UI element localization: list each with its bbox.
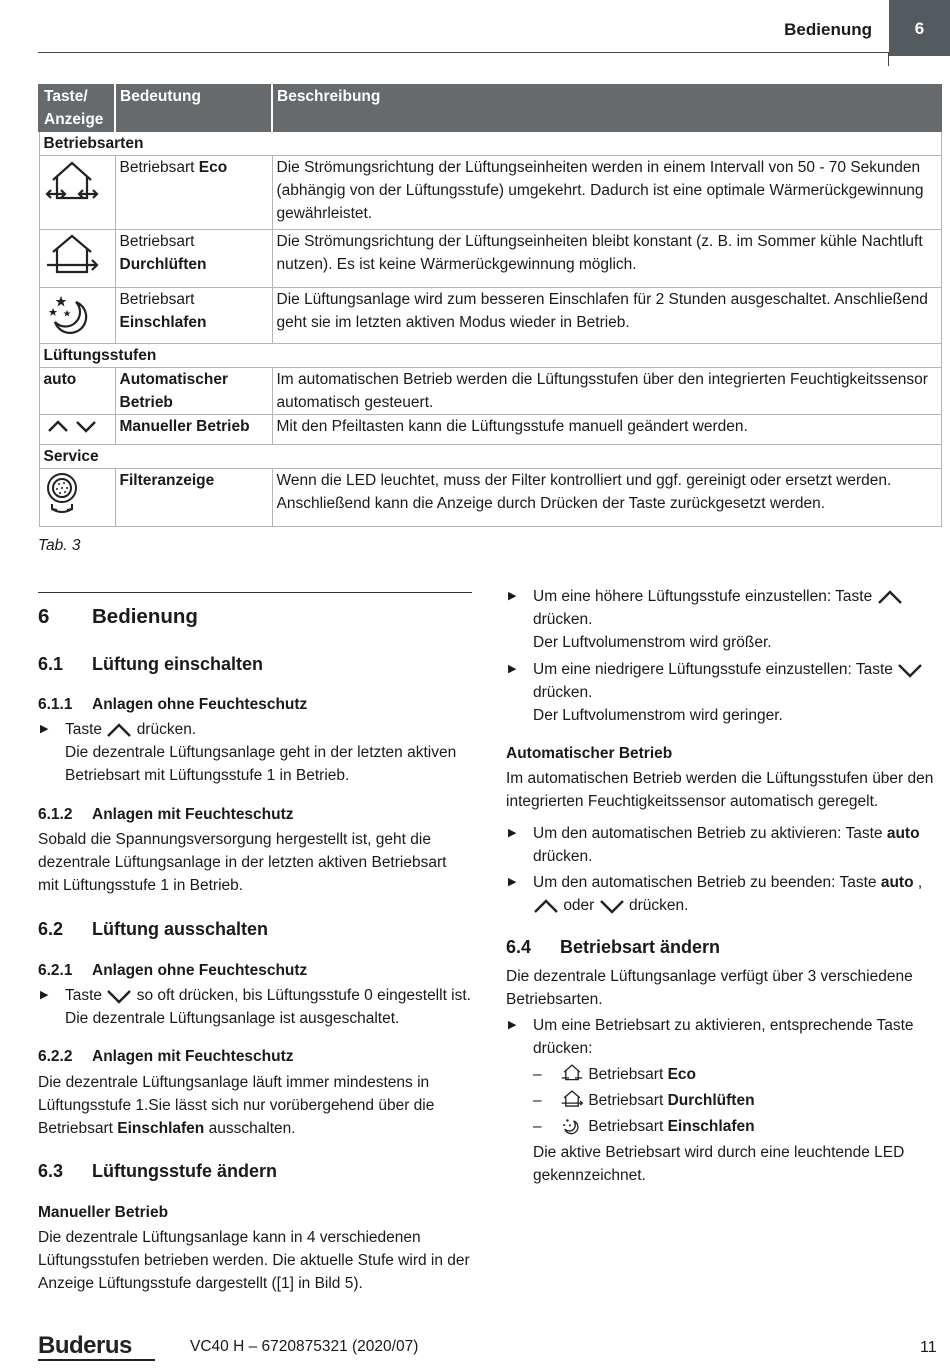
heading-6-2-title: Lüftung ausschalten bbox=[92, 919, 269, 939]
heading-6-3 bbox=[38, 1160, 277, 1183]
durchlueften-meaning bbox=[115, 230, 272, 288]
bullet-triangle-icon: ▶ bbox=[508, 663, 517, 675]
eco-meaning-bold: Eco bbox=[198, 159, 228, 176]
heading-6-1-2-number: 6.1.2 bbox=[38, 806, 73, 823]
durchlueften-description: Die Strömungsrichtung der Lüftungseinheiten bleibt konstant (z. B. im Sommer kühle Nachtluft nutzen). Es ist keine Wärmerückgewinnung möglich. bbox=[272, 230, 941, 288]
heading-6-4-number: 6.4 bbox=[506, 937, 532, 957]
instruction-text: Taste bbox=[65, 721, 103, 738]
einschlafen-description: Die Lüftungsanlage wird zum besseren Einschlafen für 2 Stunden ausgeschaltet. Anschließend geht sie im letzten aktiven Modus wieder in Betrieb. bbox=[272, 288, 941, 344]
mode-prefix: Betriebsart bbox=[588, 1066, 664, 1083]
house-eco-arrows-icon bbox=[560, 1063, 584, 1083]
auto-key-label: auto bbox=[886, 825, 920, 842]
instruction-auto-off bbox=[506, 871, 941, 917]
col-header-meaning: Bedeutung bbox=[115, 85, 272, 132]
header-rule bbox=[38, 52, 889, 53]
chevron-down-icon bbox=[599, 898, 625, 914]
heading-6-2-2-number: 6.2.2 bbox=[38, 1048, 73, 1065]
heading-6-3-number: 6.3 bbox=[38, 1161, 64, 1181]
filter-icon-cell bbox=[39, 469, 115, 527]
chevron-up-icon bbox=[877, 589, 903, 605]
instruction-level-down bbox=[506, 658, 941, 727]
paragraph: Die dezentrale Lüftungsanlage kann in 4 verschiedenen Lüftungsstufen betrieben werden. Die aktuelle Stufe wird in der Anzeige Lüftungsstufe dargestellt ([1] in Bild 5). bbox=[38, 1229, 470, 1292]
brand-logo-underline bbox=[38, 1359, 155, 1361]
eco-meaning-prefix: Betriebsart bbox=[119, 159, 199, 176]
manual-icon-cell bbox=[39, 415, 115, 445]
moon-stars-icon bbox=[560, 1115, 584, 1135]
table-row bbox=[39, 156, 941, 230]
chevron-down-icon bbox=[106, 988, 132, 1004]
mode-name: Durchlüften bbox=[667, 1092, 755, 1109]
heading-6-2-2-title: Anlagen mit Feuchteschutz bbox=[92, 1048, 294, 1065]
running-header-title: Bedienung bbox=[784, 20, 872, 39]
heading-6-2-number: 6.2 bbox=[38, 919, 64, 939]
moon-stars-icon bbox=[43, 290, 101, 334]
dash-bullet: – bbox=[533, 1118, 542, 1135]
instruction-result: Die dezentrale Lüftungsanlage ist ausgeschaltet. bbox=[65, 1010, 400, 1027]
instruction-text: drücken. bbox=[136, 721, 197, 738]
table-header-row bbox=[39, 85, 941, 132]
instruction-mode bbox=[506, 1014, 938, 1060]
paragraph-bold: Einschlafen bbox=[117, 1120, 205, 1137]
durchlueften-meaning-bold: Durchlüften bbox=[119, 256, 207, 273]
einschlafen-meaning-prefix: Betriebsart bbox=[119, 291, 195, 308]
paragraph bbox=[38, 1071, 470, 1140]
heading-6 bbox=[38, 605, 198, 628]
heading-6-1-2-title: Anlagen mit Feuchteschutz bbox=[92, 806, 294, 823]
instruction-result: Der Luftvolumenstrom wird größer. bbox=[533, 634, 772, 651]
list-item-mode-durchlueften bbox=[506, 1089, 755, 1112]
instruction-text: Um den automatischen Betrieb zu aktivieren: Taste bbox=[533, 825, 883, 842]
heading-6-2-2 bbox=[38, 1045, 294, 1068]
house-through-arrow-icon bbox=[43, 232, 101, 278]
col-header-description: Beschreibung bbox=[272, 85, 941, 132]
table-group-row bbox=[39, 344, 941, 368]
instruction-text: drücken. bbox=[533, 848, 593, 865]
heading-6-3-title: Lüftungsstufe ändern bbox=[92, 1161, 277, 1181]
bullet-triangle-icon: ▶ bbox=[508, 590, 517, 602]
durchlueften-icon-cell bbox=[39, 230, 115, 288]
auto-description: Im automatischen Betrieb werden die Lüftungsstufen über den integrierten Feuchtigkeitssensor automatisch gesteuert. bbox=[272, 368, 941, 415]
house-through-arrow-icon bbox=[560, 1089, 584, 1109]
eco-description: Die Strömungsrichtung der Lüftungseinheiten werden in einem Intervall von 50 - 70 Sekunden (abhängig von der Lüftungsstufe) umgekehrt. Dadurch ist eine optimale Wärmerückgewinnung gewährleistet. bbox=[272, 156, 941, 230]
instruction-text: Um eine niedrigere Lüftungsstufe einzustellen: Taste bbox=[533, 661, 893, 678]
manual-description: Mit den Pfeiltasten kann die Lüftungsstufe manuell geändert werden. bbox=[272, 415, 941, 445]
einschlafen-meaning bbox=[115, 288, 272, 344]
group-label-service: Service bbox=[39, 445, 941, 469]
heading-6-2 bbox=[38, 918, 268, 941]
table-group-row bbox=[39, 445, 941, 469]
bullet-triangle-icon: ▶ bbox=[40, 723, 49, 735]
einschlafen-meaning-bold: Einschlafen bbox=[119, 314, 207, 331]
paragraph: Sobald die Spannungsversorgung hergestellt ist, geht die dezentrale Lüftungsanlage in der letzten aktiven Betriebsart mit Lüftungsstufe 1 in Betrieb. bbox=[38, 831, 447, 894]
subheading-auto: Automatischer Betrieb bbox=[506, 745, 673, 762]
heading-6-1-2 bbox=[38, 803, 294, 826]
header-rule-tick bbox=[888, 52, 889, 66]
instruction-result: Die dezentrale Lüftungsanlage geht in der letzten aktiven Betriebsart mit Lüftungsstufe 1 in Betrieb. bbox=[65, 744, 457, 784]
heading-6-4-title: Betriebsart ändern bbox=[560, 937, 721, 957]
table-row bbox=[39, 368, 941, 415]
bullet-triangle-icon: ▶ bbox=[508, 1019, 517, 1031]
instruction-auto-on bbox=[506, 822, 941, 868]
instruction-result: Der Luftvolumenstrom wird geringer. bbox=[533, 707, 783, 724]
heading-6-1-1-title: Anlagen ohne Feuchteschutz bbox=[92, 696, 308, 713]
operation-table bbox=[38, 84, 942, 527]
paragraph-text: Die dezentrale Lüftungsanlage läuft immer mindestens in Lüftungsstufe 1.Sie lässt sich nur vorübergehend über die Betriebsart bbox=[38, 1074, 435, 1137]
bullet-triangle-icon: ▶ bbox=[508, 876, 517, 888]
paragraph: Im automatischen Betrieb werden die Lüftungsstufen über den integrierten Feuchtigkeitssensor automatisch geregelt. bbox=[506, 770, 934, 810]
instruction-text: oder bbox=[563, 897, 595, 914]
chevron-up-icon bbox=[533, 898, 559, 914]
instruction-switch-on bbox=[38, 718, 472, 787]
up-down-chevrons-icon bbox=[43, 417, 101, 435]
einschlafen-icon-cell bbox=[39, 288, 115, 344]
list-item-mode-eco bbox=[506, 1063, 696, 1086]
heading-6-1-1-number: 6.1.1 bbox=[38, 696, 73, 713]
group-label-levels: Lüftungsstufen bbox=[39, 344, 941, 368]
heading-6-2-1-number: 6.2.1 bbox=[38, 962, 73, 979]
paragraph: Die dezentrale Lüftungsanlage verfügt über 3 verschiedene Betriebsarten. bbox=[506, 968, 913, 1008]
filter-reset-icon bbox=[43, 471, 83, 517]
document-number: VC40 H – 6720875321 (2020/07) bbox=[190, 1338, 419, 1355]
table-row bbox=[39, 288, 941, 344]
table-caption: Tab. 3 bbox=[38, 537, 81, 554]
filter-description: Wenn die LED leuchtet, muss der Filter kontrolliert und ggf. gereinigt oder ersetzt werden. Anschließend kann die Anzeige durch Drücken der Taste zurückgesetzt werden. bbox=[272, 469, 941, 527]
list-item-mode-einschlafen bbox=[506, 1115, 755, 1138]
instruction-level-up bbox=[506, 585, 941, 654]
instruction-text: Um eine Betriebsart zu aktivieren, entsprechende Taste drücken: bbox=[533, 1017, 914, 1057]
table-row bbox=[39, 230, 941, 288]
instruction-text: so oft drücken, bis Lüftungsstufe 0 eingestellt ist. bbox=[136, 987, 471, 1004]
heading-6-number: 6 bbox=[38, 605, 50, 628]
group-label-modes: Betriebsarten bbox=[39, 132, 941, 156]
heading-6-4 bbox=[506, 936, 720, 959]
auto-key: auto bbox=[39, 368, 115, 415]
subheading-manual: Manueller Betrieb bbox=[38, 1204, 169, 1221]
chevron-up-icon bbox=[106, 722, 132, 738]
eco-meaning bbox=[115, 156, 272, 230]
mode-prefix: Betriebsart bbox=[588, 1092, 664, 1109]
heading-6-1 bbox=[38, 653, 263, 676]
table-row bbox=[39, 469, 941, 527]
paragraph-text: ausschalten. bbox=[208, 1120, 296, 1137]
durchlueften-meaning-prefix: Betriebsart bbox=[119, 233, 195, 250]
heading-6-2-1 bbox=[38, 959, 307, 982]
mode-prefix: Betriebsart bbox=[588, 1118, 664, 1135]
bullet-triangle-icon: ▶ bbox=[40, 989, 49, 1001]
instruction-result: Die aktive Betriebsart wird durch eine leuchtende LED gekennzeichnet. bbox=[533, 1144, 905, 1184]
bullet-triangle-icon: ▶ bbox=[508, 827, 517, 839]
chapter-number-tab: 6 bbox=[889, 0, 950, 56]
instruction-switch-off bbox=[38, 984, 472, 1030]
col-header-key: Taste/ Anzeige bbox=[39, 85, 115, 132]
instruction-text: Um eine höhere Lüftungsstufe einzustellen: Taste bbox=[533, 588, 873, 605]
instruction-text: drücken. bbox=[533, 684, 593, 701]
auto-meaning: Automatischer Betrieb bbox=[115, 368, 272, 415]
instruction-text: Um den automatischen Betrieb zu beenden: Taste bbox=[533, 874, 877, 891]
house-eco-arrows-icon bbox=[43, 158, 101, 206]
mode-name: Eco bbox=[667, 1066, 697, 1083]
heading-6-1-title: Lüftung einschalten bbox=[92, 654, 263, 674]
instruction-text: drücken. bbox=[533, 611, 593, 628]
heading-6-2-1-title: Anlagen ohne Feuchteschutz bbox=[92, 962, 308, 979]
heading-6-title: Bedienung bbox=[92, 605, 198, 628]
eco-icon-cell bbox=[39, 156, 115, 230]
instruction-text: drücken. bbox=[628, 897, 689, 914]
page-number: 11 bbox=[920, 1339, 937, 1356]
mode-name: Einschlafen bbox=[667, 1118, 755, 1135]
section-rule bbox=[38, 592, 472, 593]
table-row bbox=[39, 415, 941, 445]
heading-6-1-1 bbox=[38, 693, 307, 716]
brand-logo: Buderus bbox=[38, 1332, 132, 1359]
auto-key-label: auto bbox=[880, 874, 914, 891]
manual-meaning: Manueller Betrieb bbox=[115, 415, 272, 445]
filter-meaning: Filteranzeige bbox=[115, 469, 272, 527]
table-group-row bbox=[39, 132, 941, 156]
dash-bullet: – bbox=[533, 1092, 542, 1109]
dash-bullet: – bbox=[533, 1066, 542, 1083]
instruction-text: Taste bbox=[65, 987, 103, 1004]
chevron-down-icon bbox=[897, 662, 923, 678]
instruction-text: , bbox=[917, 874, 923, 891]
heading-6-1-number: 6.1 bbox=[38, 654, 64, 674]
